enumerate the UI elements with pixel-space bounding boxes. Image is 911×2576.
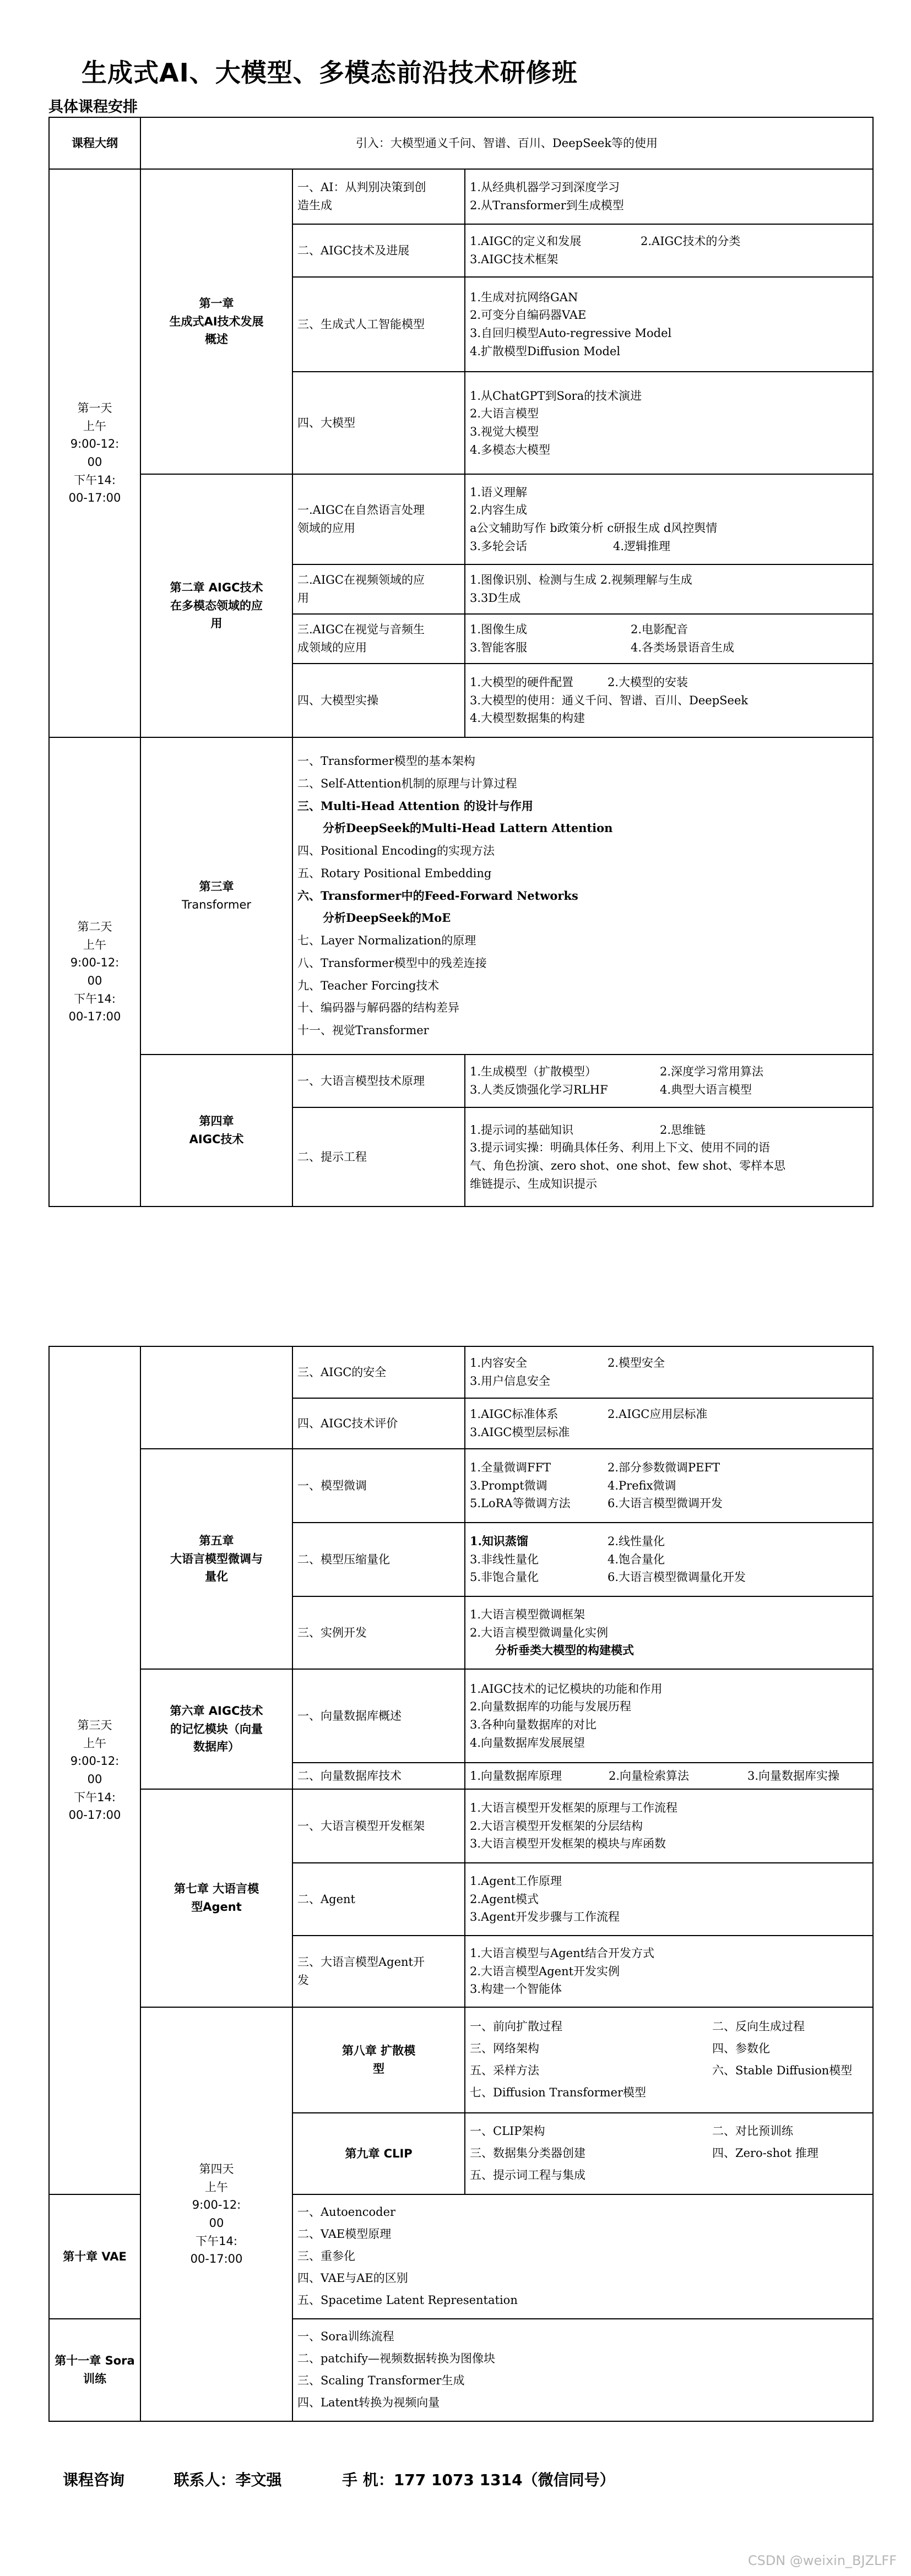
ch6-row-1 [49, 1669, 873, 1763]
ch6-sec-1: 一、向量数据库概述 [292, 1669, 465, 1763]
ch4-sec-1: 一、大语言模型技术原理 [292, 1055, 465, 1107]
intro-text: 引入：大模型通义千问、智谱、百川、DeepSeek等的使用 [140, 117, 873, 169]
chapter-6-title: 第六章 AIGC技术 的记忆模块（向量 数据库） [140, 1669, 292, 1789]
chapter-3-title: 第三章 Transformer [140, 737, 292, 1055]
chapter-7-title: 第七章 大语言模 型Agent [140, 1789, 292, 2007]
ch2-sec-2: 二.AIGC在视频领域的应 用 [292, 564, 465, 614]
ch6-content-1: 1.AIGC技术的记忆模块的功能和作用 2.向量数据库的功能与发展历程 3.各种向量数据库的对比 4.向量数据库发展展望 [465, 1669, 873, 1763]
ch2-content-2: 1.图像识别、检测与生成 2.视频理解与生成 3.3D生成 [465, 564, 873, 614]
ch2-content-1: 1.语义理解 2.内容生成 a公文辅助写作 b政策分析 c研报生成 d风控舆情 3.多轮会话 4.逻辑推理 [465, 474, 873, 564]
day-4-cell: 第四天 上午 9:00-12: 00 下午14: 00-17:00 [140, 2007, 292, 2421]
page-title: 生成式AI、大模型、多模态前沿技术研修班 [82, 58, 578, 88]
contact-line [63, 2468, 615, 2490]
ch4-content-4: 1.AIGC标准体系 2.AIGC应用层标准 3.AIGC模型层标准 [465, 1398, 873, 1449]
contact-phone: 手 机：177 1073 1314（微信同号） [342, 2471, 615, 2489]
chapter-5-title: 第五章 大语言模型微调与 量化 [140, 1449, 292, 1669]
ch2-content-3: 1.图像生成 2.电影配音 3.智能客服 4.各类场景语音生成 [465, 614, 873, 664]
contact-person: 联系人：李文强 [173, 2471, 282, 2489]
ch4-sec-2: 二、提示工程 [292, 1107, 465, 1207]
watermark: CSDN @weixin_BJZLFF [747, 2553, 897, 2568]
ch4-sec-3: 三、AIGC的安全 [292, 1346, 465, 1398]
ch5-sec-2: 二、模型压缩量化 [292, 1523, 465, 1596]
ch7-sec-3: 三、大语言模型Agent开 发 [292, 1936, 465, 2007]
chapter-2-title: 第二章 AIGC技术 在多模态领域的应 用 [140, 474, 292, 737]
chapter-9-title: 第九章 CLIP [292, 2113, 465, 2194]
ch2-row-1 [49, 474, 873, 564]
header-row [49, 117, 873, 169]
ch9-content: 一、CLIP架构 二、对比预训练 三、数据集分类器创建 四、Zero-shot 推理 五、提示词工程与集成 [465, 2113, 873, 2194]
chapter-4-title: 第四章 AIGC技术 [140, 1055, 292, 1207]
schedule-table-part2 [48, 1346, 874, 2422]
ch1-content-3: 1.生成对抗网络GAN 2.可变分自编码器VAE 3.自回归模型Auto-regressive Model 4.扩散模型Diffusion Model [465, 277, 873, 372]
outline-label: 课程大纲 [49, 117, 140, 169]
chapter-8-title: 第八章 扩散模 型 [292, 2007, 465, 2113]
ch6-content-2: 1.向量数据库原理 2.向量检索算法 3.向量数据库实操 [465, 1763, 873, 1789]
ch7-content-1: 1.大语言模型开发框架的原理与工作流程 2.大语言模型开发框架的分层结构 3.大语言模型开发框架的模块与库函数 [465, 1789, 873, 1863]
ch8-row [49, 2007, 873, 2113]
ch8-content: 一、前向扩散过程 二、反向生成过程 三、网络架构 四、参数化 五、采样方法 六、Stable Diffusion模型 七、Diffusion Transformer模型 [465, 2007, 873, 2113]
ch3-row [49, 737, 873, 1055]
ch5-content-3: 1.大语言模型微调框架 2.大语言模型微调量化实例 分析垂类大模型的构建模式 [465, 1596, 873, 1669]
chapter-10-title: 第十章 VAE [49, 2194, 140, 2319]
ch4-row-1 [49, 1055, 873, 1107]
ch2-sec-4: 四、大模型实操 [292, 664, 465, 737]
ch1-row-1 [49, 169, 873, 224]
ch7-row-1 [49, 1789, 873, 1863]
ch2-sec-3: 三.AIGC在视觉与音频生 成领域的应用 [292, 614, 465, 664]
ch6-sec-2: 二、向量数据库技术 [292, 1763, 465, 1789]
ch5-sec-3: 三、实例开发 [292, 1596, 465, 1669]
ch2-content-4: 1.大模型的硬件配置 2.大模型的安装 3.大模型的使用：通义千问、智谱、百川、DeepSeek 4.大模型数据集的构建 [465, 664, 873, 737]
ch1-content-2: 1.AIGC的定义和发展 2.AIGC技术的分类 3.AIGC技术框架 [465, 224, 873, 277]
ch5-sec-1: 一、模型微调 [292, 1449, 465, 1523]
ch11-content: 一、Sora训练流程 二、patchify—视频数据转换为图像块 三、Scaling Transformer生成 四、Latent转换为视频向量 [292, 2319, 873, 2421]
ch7-sec-1: 一、大语言模型开发框架 [292, 1789, 465, 1863]
ch4-content-2: 1.提示词的基础知识 2.思维链 3.提示词实操：明确具体任务、利用上下文、使用不同的语 气、角色扮演、zero shot、one shot、few shot、零样本思 维链提示、生成知识提示 [465, 1107, 873, 1207]
ch2-sec-1: 一.AIGC在自然语言处理 领域的应用 [292, 474, 465, 564]
page-subtitle: 具体课程安排 [48, 99, 138, 116]
ch1-sec-4: 四、大模型 [292, 372, 465, 474]
ch10-content: 一、Autoencoder 二、VAE模型原理 三、重参化 四、VAE与AE的区别 五、Spacetime Latent Representation [292, 2194, 873, 2319]
ch5-content-1: 1.全量微调FFT 2.部分参数微调PEFT 3.Prompt微调 4.Prefix微调 5.LoRA等微调方法 6.大语言模型微调开发 [465, 1449, 873, 1523]
ch1-sec-3: 三、生成式人工智能模型 [292, 277, 465, 372]
chapter-4-continued [140, 1346, 292, 1449]
day-2-cell: 第二天 上午 9:00-12: 00 下午14: 00-17:00 [49, 737, 140, 1207]
schedule-table-part1 [48, 117, 874, 1207]
ch4-content-3: 1.内容安全 2.模型安全 3.用户信息安全 [465, 1346, 873, 1398]
ch7-content-3: 1.大语言模型与Agent结合开发方式 2.大语言模型Agent开发实例 3.构建一个智能体 [465, 1936, 873, 2007]
chapter-11-title: 第十一章 Sora 训练 [49, 2319, 140, 2421]
ch1-content-1: 1.从经典机器学习到深度学习 2.从Transformer到生成模型 [465, 169, 873, 224]
ch1-content-4: 1.从ChatGPT到Sora的技术演进 2.大语言模型 3.视觉大模型 4.多模态大模型 [465, 372, 873, 474]
contact-label: 课程咨询 [63, 2471, 125, 2489]
ch4-row-3 [49, 1346, 873, 1398]
ch4-sec-4: 四、AIGC技术评价 [292, 1398, 465, 1449]
ch1-sec-2: 二、AIGC技术及进展 [292, 224, 465, 277]
chapter-1-title: 第一章 生成式AI技术发展 概述 [140, 169, 292, 474]
ch4-content-1: 1.生成模型（扩散模型） 2.深度学习常用算法 3.人类反馈强化学习RLHF 4.典型大语言模型 [465, 1055, 873, 1107]
ch5-content-2: 1.知识蒸馏 2.线性量化 3.非线性量化 4.饱合量化 5.非饱合量化 6.大语言模型微调量化开发 [465, 1523, 873, 1596]
day-3-cell: 第三天 上午 9:00-12: 00 下午14: 00-17:00 [49, 1346, 140, 2194]
ch1-sec-1: 一、AI：从判别决策到创 造生成 [292, 169, 465, 224]
day-1-cell: 第一天 上午 9:00-12: 00 下午14: 00-17:00 [49, 169, 140, 737]
ch5-row-1 [49, 1449, 873, 1523]
ch7-sec-2: 二、Agent [292, 1863, 465, 1936]
ch3-content: 一、Transformer模型的基本架构 二、Self-Attention机制的原理与计算过程 三、Multi-Head Attention 的设计与作用 分析DeepSeek的Multi-Head Lattern Attention 四、Positional Encoding的实现方法 五、Rotary Positional Embedding 六、Transformer中的Feed-Forward Networks 分析DeepSeek的MoE 七、Layer Normalization的原理 八、Transformer模型中的残差连接 九、Teacher Forcing技术 十、编码器与解码器的结构差异 十一、视觉Transformer [292, 737, 873, 1055]
ch7-content-2: 1.Agent工作原理 2.Agent模式 3.Agent开发步骤与工作流程 [465, 1863, 873, 1936]
